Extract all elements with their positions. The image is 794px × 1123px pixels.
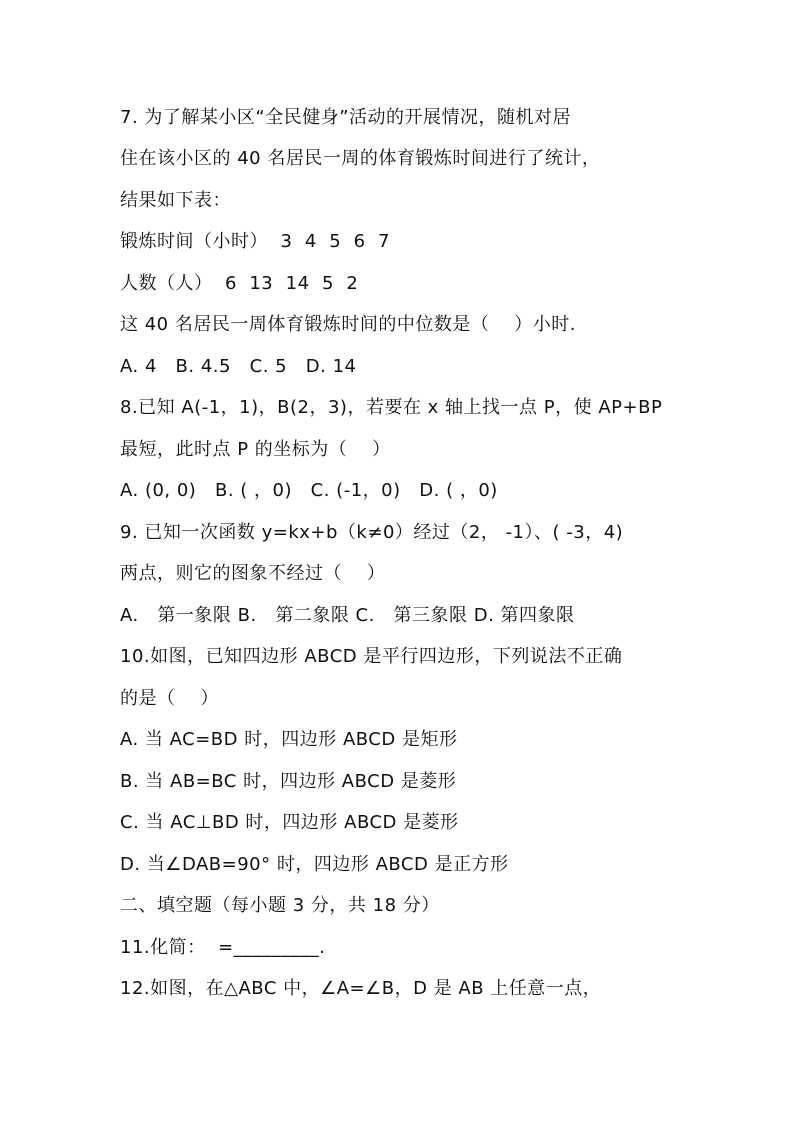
section-heading-fill-in: 二、填空题（每小题 3 分，共 18 分） bbox=[120, 895, 440, 916]
q7-table-row-count: 人数（人） 6 13 14 5 2 bbox=[120, 273, 359, 294]
q10-line-1: 10.如图，已知四边形 ABCD 是平行四边形，下列说法不正确 bbox=[120, 646, 623, 667]
q9-line-2: 两点，则它的图象不经过（ ） bbox=[120, 563, 386, 584]
q8-line-2: 最短，此时点 P 的坐标为（ ） bbox=[120, 439, 391, 460]
q7-line-1: 7. 为了解某小区“全民健身”活动的开展情况，随机对居 bbox=[120, 107, 572, 128]
q7-table-row-time: 锻炼时间（小时） 3 4 5 6 7 bbox=[120, 231, 390, 252]
q11-line: 11.化简： =_________. bbox=[120, 937, 326, 958]
q7-line-3: 结果如下表： bbox=[120, 190, 231, 211]
q8-line-1: 8.已知 A(-1，1)，B(2，3)，若要在 x 轴上找一点 P，使 AP+BP bbox=[120, 397, 663, 418]
q7-line-2: 住在该小区的 40 名居民一周的体育锻炼时间进行了统计， bbox=[120, 148, 601, 169]
q10-option-d: D. 当∠DAB=90° 时，四边形 ABCD 是正方形 bbox=[120, 854, 509, 875]
q7-question: 这 40 名居民一周体育锻炼时间的中位数是（ ）小时. bbox=[120, 314, 576, 335]
q10-option-b: B. 当 AB=BC 时，四边形 ABCD 是菱形 bbox=[120, 771, 457, 792]
q10-option-a: A. 当 AC=BD 时，四边形 ABCD 是矩形 bbox=[120, 729, 458, 750]
q7-options: A. 4 B. 4.5 C. 5 D. 14 bbox=[120, 356, 357, 377]
q10-line-2: 的是（ ） bbox=[120, 688, 219, 709]
q12-line-1: 12.如图，在△ABC 中，∠A=∠B，D 是 AB 上任意一点， bbox=[120, 978, 602, 999]
q9-line-1: 9. 已知一次函数 y=kx+b（k≠0）经过（2， -1）、( -3，4) bbox=[120, 522, 624, 543]
q9-options: A. 第一象限 B. 第二象限 C. 第三象限 D. 第四象限 bbox=[120, 605, 575, 626]
q10-option-c: C. 当 AC⊥BD 时，四边形 ABCD 是菱形 bbox=[120, 812, 459, 833]
q8-options: A. (0, 0) B. ( ，0) C. (-1，0) D. ( ，0) bbox=[120, 480, 498, 501]
